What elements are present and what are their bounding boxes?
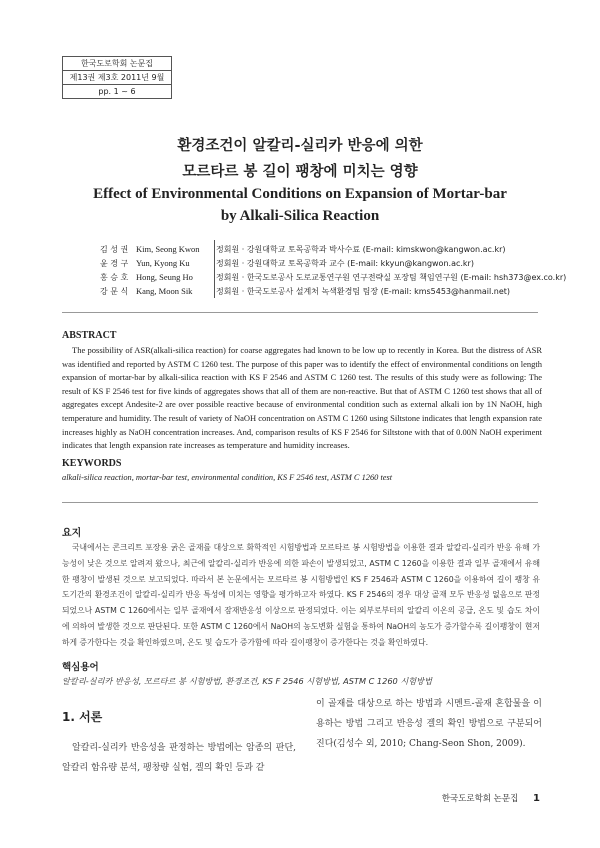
abstract-heading: ABSTRACT	[62, 330, 117, 341]
summary-text: 국내에서는 콘크리트 포장용 굵은 골재를 대상으로 화학적인 시험방법과 모르타르 봉 시험방법을 이용한 결과 알칼리-실리카 반응 유해 가능성이 낮은 것으로 알려져 왔으나, 최근에 알칼리-실리카 반응에 의한 파손이 발생되었고, ASTM C 1260을 이용한 결과 일부 골재에서 유해한 팽창이 발생된 것으로 보고되었다. 따라서 본 논문에서는 모르타르 봉 시험방법인 KS F 2546과 ASTM C 1260을 이용하여 길이 팽창 유도기간의 환경조건이 알칼리-실리카 반응 특성에 미치는 영향을 평가하고자 하였다. KS F 2546의 경우 대상 골재 모두 반응성 없음으로 판정되었으나 ASTM C 1260에서는 일부 골재에서 잠재반응성 이상으로 판정되었다. 이는 외부로부터의 알칼리 이온의 공급, 온도 및 습도 차이에 의하여 발생한 것으로 판단된다. 또한 ASTM C 1260에서 NaOH의 농도변화 실험을 통하여 NaOH의 농도가 증가할수록 길이팽창이 현저하게 증가한다는 것을 확인하였으며, 온도 및 습도가 증가함에 따라 길이팽창이 증가한다는 것을 확인하였다.	[62, 543, 540, 647]
divider	[62, 312, 538, 313]
page-footer	[442, 792, 540, 804]
author-name-ko: 강 문 식	[100, 286, 129, 296]
keywords-text: alkali-silica reaction, mortar-bar test, environmental condition, KS F 2546 test, ASTM C 1260 test	[62, 473, 393, 482]
intro-left-column: 알칼리-실리카 반응성을 판정하는 방법에는 암종의 판단, 알칼리 함유량 분석, 팽창량 실험, 겔의 확인 등과 같	[62, 743, 296, 773]
author-affiliation: 정회원 · 강원대학교 토목공학과 박사수료 (E-mail: kimskwon@kangwon.ac.kr)	[216, 244, 506, 254]
author-name-ko: 홍 승 호	[100, 272, 129, 282]
author-name-ko: 김 성 권	[100, 244, 129, 254]
author-name-en: Kang, Moon Sik	[136, 286, 193, 296]
keywords-ko-heading: 핵심용어	[62, 662, 99, 673]
abstract-text: The possibility of ASR(alkali-silica reaction) for coarse aggregates had known to be low up to recently in Korea. But the distress of ASR was identified and reported by ASTM C 1260 test. The purpose of this paper was to identify the effect of environmental conditions on length expansion of mortar-bar by alkali-silica reaction with KS F 2546 and ASTM C 1260 test. The results of this study were as following: The result of KS F 2546 test for five kinds of aggregates shows that all of them are non-reactive. But that of ASTM C 1260 test shows that all of aggregates except Andesite-2 are over possible reactive because of environmental condition such as external alkali ion by 1N NaOH, high temperature and humidity. The result of variety of NaOH concentration on ASTM C 1260 using Siltstone indicates that length expansion rate increases highly as NaOH concentration increases. And, comparison results of KS F 2546 for Siltstone with that of 0.00N NaOH experiment indicates that length expansion rate increases as temperature and humidity increases.	[62, 345, 542, 451]
title-english-line-2: by Alkali-Silica Reaction	[220, 208, 380, 224]
author-affiliation: 정회원 · 강원대학교 토목공학과 교수 (E-mail: kkyun@kangwon.ac.kr)	[216, 258, 474, 268]
author-row	[100, 256, 536, 270]
title-korean-line-2: 모르타르 봉 길이 팽창에 미치는 영향	[182, 164, 418, 180]
author-affiliation: 정회원 · 한국도로공사 설계처 녹색환경팀 팀장 (E-mail: kms5453@hanmail.net)	[216, 286, 511, 296]
divider	[62, 502, 538, 503]
summary-heading: 요지	[62, 528, 82, 539]
author-name-ko: 윤 경 구	[100, 258, 129, 268]
author-row	[100, 270, 567, 284]
author-row	[100, 284, 536, 298]
keywords-heading: KEYWORDS	[62, 458, 122, 469]
journal-pages: pp. 1 ~ 6	[98, 87, 136, 96]
journal-name: 한국도로학회 논문집	[63, 57, 171, 71]
journal-info-box	[62, 56, 172, 99]
author-affiliation: 정회원 · 한국도로공사 도로교통연구원 연구전략실 포장팀 책임연구원 (E-mail: hsh373@ex.co.kr)	[216, 272, 567, 282]
intro-heading: 1. 서론	[62, 710, 103, 724]
author-name-en: Hong, Seung Ho	[136, 272, 193, 282]
keywords-ko-text: 알칼리-실리카 반응성, 모르타르 봉 시험방법, 환경조건, KS F 2546 시험방법, ASTM C 1260 시험방법	[62, 676, 433, 686]
author-row	[100, 242, 536, 256]
author-list	[100, 242, 567, 298]
title-english-line-1: Effect of Environmental Conditions on Expansion of Mortar-bar	[93, 186, 507, 202]
title-korean-line-1: 환경조건이 알칼리-실리카 반응에 의한	[177, 138, 423, 154]
intro-right-column: 이 골재를 대상으로 하는 방법과 시멘트-골재 혼합물을 이용하는 방법 그리고 반응성 겔의 확인 방법으로 구분되어진다(김성수 외, 2010; Chang-Seon Shon, 2009).	[316, 699, 542, 749]
author-name-en: Yun, Kyong Ku	[136, 258, 190, 268]
footer-journal: 한국도로학회 논문집	[441, 794, 519, 804]
author-name-en: Kim, Seong Kwon	[136, 244, 200, 254]
page-number: 1	[533, 793, 540, 804]
journal-volume: 제13권 제3호 2011년 9월	[63, 71, 171, 85]
